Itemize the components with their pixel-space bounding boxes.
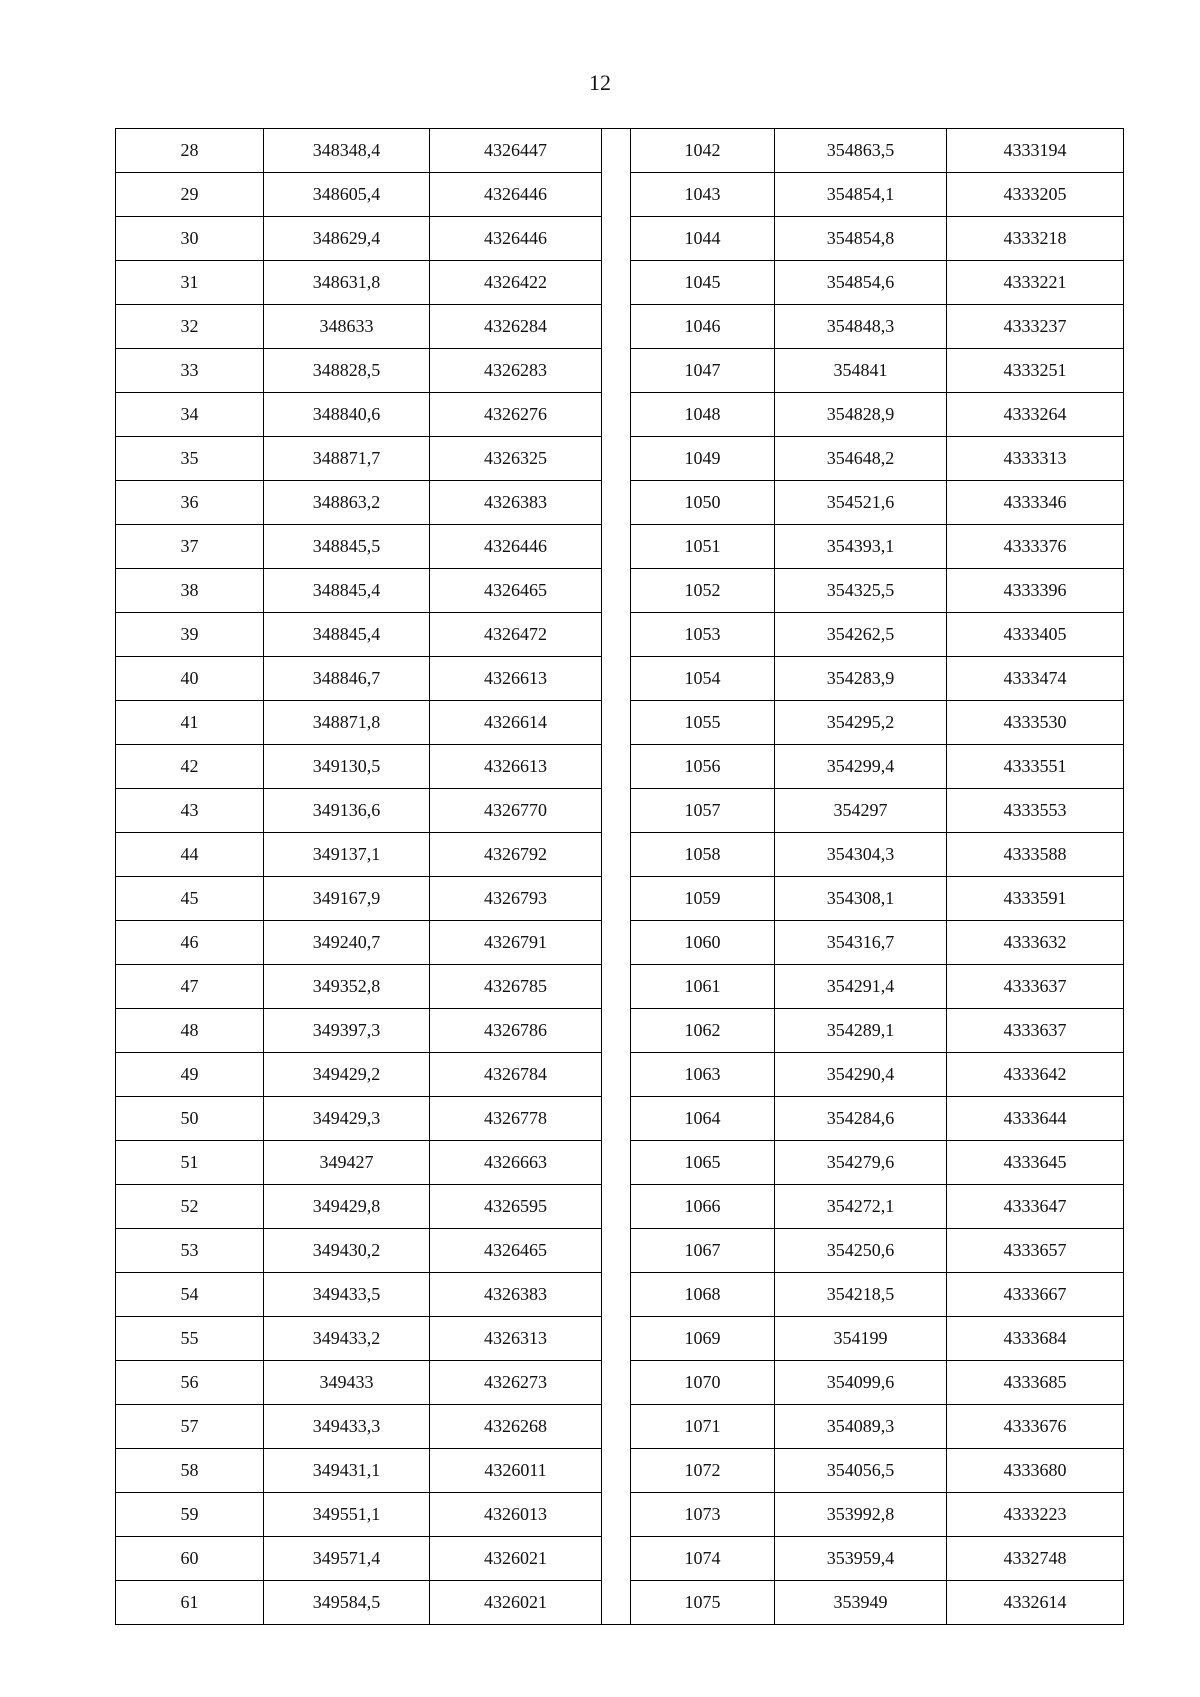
left-y-coordinate-cell: 4326383: [430, 481, 602, 525]
column-gap: [602, 349, 631, 393]
right-point-number-cell: 1073: [631, 1493, 775, 1537]
left-y-coordinate-cell: 4326268: [430, 1405, 602, 1449]
right-point-number-cell: 1061: [631, 965, 775, 1009]
table-row: [116, 657, 1124, 701]
table-row: [116, 525, 1124, 569]
left-x-coordinate-cell: 349571,4: [264, 1537, 430, 1581]
left-x-coordinate-cell: 349429,2: [264, 1053, 430, 1097]
left-x-coordinate-cell: 349352,8: [264, 965, 430, 1009]
right-x-coordinate-cell: 354863,5: [775, 129, 947, 173]
left-point-number-cell: 33: [116, 349, 264, 393]
right-y-coordinate-cell: 4333405: [947, 613, 1124, 657]
table-row: [116, 745, 1124, 789]
right-y-coordinate-cell: 4333591: [947, 877, 1124, 921]
right-y-coordinate-cell: 4333205: [947, 173, 1124, 217]
column-gap: [602, 1449, 631, 1493]
right-y-coordinate-cell: 4333553: [947, 789, 1124, 833]
column-gap: [602, 217, 631, 261]
right-point-number-cell: 1060: [631, 921, 775, 965]
table-row: [116, 129, 1124, 173]
column-gap: [602, 261, 631, 305]
left-point-number-cell: 55: [116, 1317, 264, 1361]
right-y-coordinate-cell: 4333223: [947, 1493, 1124, 1537]
right-point-number-cell: 1042: [631, 129, 775, 173]
left-y-coordinate-cell: 4326785: [430, 965, 602, 1009]
column-gap: [602, 1317, 631, 1361]
right-x-coordinate-cell: 354283,9: [775, 657, 947, 701]
left-x-coordinate-cell: 348845,4: [264, 613, 430, 657]
right-x-coordinate-cell: 354289,1: [775, 1009, 947, 1053]
page-number: 12: [589, 70, 611, 95]
column-gap: [602, 1273, 631, 1317]
right-x-coordinate-cell: 354393,1: [775, 525, 947, 569]
column-gap: [602, 437, 631, 481]
right-point-number-cell: 1070: [631, 1361, 775, 1405]
column-gap: [602, 525, 631, 569]
left-point-number-cell: 29: [116, 173, 264, 217]
table-row: [116, 1185, 1124, 1229]
right-point-number-cell: 1072: [631, 1449, 775, 1493]
left-point-number-cell: 51: [116, 1141, 264, 1185]
right-y-coordinate-cell: 4333530: [947, 701, 1124, 745]
right-point-number-cell: 1052: [631, 569, 775, 613]
column-gap: [602, 569, 631, 613]
left-y-coordinate-cell: 4326325: [430, 437, 602, 481]
left-y-coordinate-cell: 4326276: [430, 393, 602, 437]
right-point-number-cell: 1066: [631, 1185, 775, 1229]
left-x-coordinate-cell: 349137,1: [264, 833, 430, 877]
right-point-number-cell: 1071: [631, 1405, 775, 1449]
left-x-coordinate-cell: 349433,3: [264, 1405, 430, 1449]
table-row: [116, 1537, 1124, 1581]
table-row: [116, 613, 1124, 657]
table-row: [116, 965, 1124, 1009]
column-gap: [602, 1097, 631, 1141]
left-y-coordinate-cell: 4326595: [430, 1185, 602, 1229]
left-point-number-cell: 35: [116, 437, 264, 481]
right-x-coordinate-cell: 354284,6: [775, 1097, 947, 1141]
right-x-coordinate-cell: 353959,4: [775, 1537, 947, 1581]
left-point-number-cell: 59: [116, 1493, 264, 1537]
right-y-coordinate-cell: 4333221: [947, 261, 1124, 305]
left-x-coordinate-cell: 349136,6: [264, 789, 430, 833]
table-row: [116, 833, 1124, 877]
right-y-coordinate-cell: 4333237: [947, 305, 1124, 349]
column-gap: [602, 129, 631, 173]
left-point-number-cell: 36: [116, 481, 264, 525]
right-y-coordinate-cell: 4333647: [947, 1185, 1124, 1229]
left-y-coordinate-cell: 4326021: [430, 1581, 602, 1625]
right-point-number-cell: 1050: [631, 481, 775, 525]
column-gap: [602, 833, 631, 877]
right-x-coordinate-cell: 354841: [775, 349, 947, 393]
left-point-number-cell: 61: [116, 1581, 264, 1625]
left-point-number-cell: 44: [116, 833, 264, 877]
table-row: [116, 877, 1124, 921]
right-point-number-cell: 1051: [631, 525, 775, 569]
right-x-coordinate-cell: 354521,6: [775, 481, 947, 525]
left-point-number-cell: 49: [116, 1053, 264, 1097]
right-x-coordinate-cell: 354297: [775, 789, 947, 833]
right-x-coordinate-cell: 353949: [775, 1581, 947, 1625]
column-gap: [602, 1405, 631, 1449]
right-point-number-cell: 1067: [631, 1229, 775, 1273]
left-point-number-cell: 30: [116, 217, 264, 261]
left-y-coordinate-cell: 4326013: [430, 1493, 602, 1537]
right-point-number-cell: 1053: [631, 613, 775, 657]
left-x-coordinate-cell: 349167,9: [264, 877, 430, 921]
table-row: [116, 349, 1124, 393]
left-y-coordinate-cell: 4326793: [430, 877, 602, 921]
right-y-coordinate-cell: 4333346: [947, 481, 1124, 525]
right-y-coordinate-cell: 4333645: [947, 1141, 1124, 1185]
table-row: [116, 1009, 1124, 1053]
right-y-coordinate-cell: 4333657: [947, 1229, 1124, 1273]
table-row: [116, 921, 1124, 965]
right-point-number-cell: 1058: [631, 833, 775, 877]
left-y-coordinate-cell: 4326465: [430, 1229, 602, 1273]
right-y-coordinate-cell: 4333551: [947, 745, 1124, 789]
table-row: [116, 393, 1124, 437]
table-row: [116, 1361, 1124, 1405]
left-x-coordinate-cell: 349433,2: [264, 1317, 430, 1361]
column-gap: [602, 1537, 631, 1581]
table-row: [116, 1097, 1124, 1141]
right-y-coordinate-cell: 4333637: [947, 965, 1124, 1009]
left-y-coordinate-cell: 4326786: [430, 1009, 602, 1053]
table-row: [116, 1493, 1124, 1537]
left-y-coordinate-cell: 4326313: [430, 1317, 602, 1361]
left-x-coordinate-cell: 349429,3: [264, 1097, 430, 1141]
table-row: [116, 437, 1124, 481]
left-point-number-cell: 47: [116, 965, 264, 1009]
left-x-coordinate-cell: 348840,6: [264, 393, 430, 437]
left-x-coordinate-cell: 349429,8: [264, 1185, 430, 1229]
left-x-coordinate-cell: 348828,5: [264, 349, 430, 393]
left-x-coordinate-cell: 349551,1: [264, 1493, 430, 1537]
right-point-number-cell: 1064: [631, 1097, 775, 1141]
column-gap: [602, 965, 631, 1009]
left-x-coordinate-cell: 348845,5: [264, 525, 430, 569]
left-y-coordinate-cell: 4326011: [430, 1449, 602, 1493]
left-x-coordinate-cell: 348348,4: [264, 129, 430, 173]
right-y-coordinate-cell: 4333376: [947, 525, 1124, 569]
left-y-coordinate-cell: 4326614: [430, 701, 602, 745]
left-point-number-cell: 42: [116, 745, 264, 789]
column-gap: [602, 657, 631, 701]
column-gap: [602, 1185, 631, 1229]
right-y-coordinate-cell: 4333642: [947, 1053, 1124, 1097]
left-point-number-cell: 50: [116, 1097, 264, 1141]
right-y-coordinate-cell: 4333676: [947, 1405, 1124, 1449]
left-y-coordinate-cell: 4326791: [430, 921, 602, 965]
left-y-coordinate-cell: 4326613: [430, 657, 602, 701]
right-point-number-cell: 1047: [631, 349, 775, 393]
left-x-coordinate-cell: 349584,5: [264, 1581, 430, 1625]
right-y-coordinate-cell: 4332748: [947, 1537, 1124, 1581]
right-y-coordinate-cell: 4332614: [947, 1581, 1124, 1625]
left-x-coordinate-cell: 349430,2: [264, 1229, 430, 1273]
right-point-number-cell: 1055: [631, 701, 775, 745]
left-point-number-cell: 28: [116, 129, 264, 173]
left-point-number-cell: 40: [116, 657, 264, 701]
left-point-number-cell: 38: [116, 569, 264, 613]
left-x-coordinate-cell: 348871,8: [264, 701, 430, 745]
column-gap: [602, 877, 631, 921]
left-y-coordinate-cell: 4326283: [430, 349, 602, 393]
table-row: [116, 1053, 1124, 1097]
right-y-coordinate-cell: 4333218: [947, 217, 1124, 261]
right-point-number-cell: 1069: [631, 1317, 775, 1361]
table-row: [116, 1273, 1124, 1317]
table-row: [116, 261, 1124, 305]
left-x-coordinate-cell: 349427: [264, 1141, 430, 1185]
table-row: [116, 217, 1124, 261]
left-x-coordinate-cell: 348605,4: [264, 173, 430, 217]
left-point-number-cell: 32: [116, 305, 264, 349]
right-point-number-cell: 1046: [631, 305, 775, 349]
left-point-number-cell: 31: [116, 261, 264, 305]
left-x-coordinate-cell: 349431,1: [264, 1449, 430, 1493]
table-row: [116, 1229, 1124, 1273]
right-point-number-cell: 1063: [631, 1053, 775, 1097]
right-x-coordinate-cell: 354848,3: [775, 305, 947, 349]
right-x-coordinate-cell: 354828,9: [775, 393, 947, 437]
right-y-coordinate-cell: 4333680: [947, 1449, 1124, 1493]
right-point-number-cell: 1048: [631, 393, 775, 437]
left-x-coordinate-cell: 349397,3: [264, 1009, 430, 1053]
right-y-coordinate-cell: 4333251: [947, 349, 1124, 393]
left-x-coordinate-cell: 348631,8: [264, 261, 430, 305]
column-gap: [602, 1009, 631, 1053]
left-y-coordinate-cell: 4326447: [430, 129, 602, 173]
right-x-coordinate-cell: 354295,2: [775, 701, 947, 745]
right-point-number-cell: 1057: [631, 789, 775, 833]
right-y-coordinate-cell: 4333588: [947, 833, 1124, 877]
right-point-number-cell: 1056: [631, 745, 775, 789]
column-gap: [602, 173, 631, 217]
table-row: [116, 305, 1124, 349]
column-gap: [602, 393, 631, 437]
left-y-coordinate-cell: 4326778: [430, 1097, 602, 1141]
right-y-coordinate-cell: 4333313: [947, 437, 1124, 481]
column-gap: [602, 481, 631, 525]
right-x-coordinate-cell: 354316,7: [775, 921, 947, 965]
right-y-coordinate-cell: 4333396: [947, 569, 1124, 613]
right-point-number-cell: 1045: [631, 261, 775, 305]
right-y-coordinate-cell: 4333474: [947, 657, 1124, 701]
table-row: [116, 1449, 1124, 1493]
right-x-coordinate-cell: 354290,4: [775, 1053, 947, 1097]
right-y-coordinate-cell: 4333264: [947, 393, 1124, 437]
right-x-coordinate-cell: 354089,3: [775, 1405, 947, 1449]
right-point-number-cell: 1049: [631, 437, 775, 481]
left-point-number-cell: 34: [116, 393, 264, 437]
right-point-number-cell: 1054: [631, 657, 775, 701]
right-point-number-cell: 1059: [631, 877, 775, 921]
right-x-coordinate-cell: 354325,5: [775, 569, 947, 613]
left-point-number-cell: 60: [116, 1537, 264, 1581]
left-x-coordinate-cell: 349433,5: [264, 1273, 430, 1317]
right-x-coordinate-cell: 354854,8: [775, 217, 947, 261]
column-gap: [602, 1361, 631, 1405]
left-point-number-cell: 54: [116, 1273, 264, 1317]
left-point-number-cell: 58: [116, 1449, 264, 1493]
left-y-coordinate-cell: 4326446: [430, 173, 602, 217]
left-y-coordinate-cell: 4326784: [430, 1053, 602, 1097]
left-y-coordinate-cell: 4326792: [430, 833, 602, 877]
right-point-number-cell: 1074: [631, 1537, 775, 1581]
right-point-number-cell: 1065: [631, 1141, 775, 1185]
right-point-number-cell: 1068: [631, 1273, 775, 1317]
column-gap: [602, 1581, 631, 1625]
left-point-number-cell: 41: [116, 701, 264, 745]
left-y-coordinate-cell: 4326613: [430, 745, 602, 789]
left-y-coordinate-cell: 4326663: [430, 1141, 602, 1185]
left-point-number-cell: 43: [116, 789, 264, 833]
column-gap: [602, 305, 631, 349]
right-y-coordinate-cell: 4333667: [947, 1273, 1124, 1317]
left-point-number-cell: 46: [116, 921, 264, 965]
right-y-coordinate-cell: 4333194: [947, 129, 1124, 173]
left-y-coordinate-cell: 4326383: [430, 1273, 602, 1317]
column-gap: [602, 1493, 631, 1537]
left-x-coordinate-cell: 348629,4: [264, 217, 430, 261]
right-x-coordinate-cell: 354272,1: [775, 1185, 947, 1229]
left-point-number-cell: 56: [116, 1361, 264, 1405]
left-point-number-cell: 57: [116, 1405, 264, 1449]
coordinates-table-body: [116, 129, 1124, 1625]
right-x-coordinate-cell: 354854,6: [775, 261, 947, 305]
right-x-coordinate-cell: 354854,1: [775, 173, 947, 217]
table-row: [116, 1141, 1124, 1185]
left-y-coordinate-cell: 4326446: [430, 217, 602, 261]
right-point-number-cell: 1075: [631, 1581, 775, 1625]
right-x-coordinate-cell: 354308,1: [775, 877, 947, 921]
column-gap: [602, 789, 631, 833]
left-y-coordinate-cell: 4326770: [430, 789, 602, 833]
table-row: [116, 1405, 1124, 1449]
table-row: [116, 173, 1124, 217]
column-gap: [602, 921, 631, 965]
right-x-coordinate-cell: 354291,4: [775, 965, 947, 1009]
right-x-coordinate-cell: 354304,3: [775, 833, 947, 877]
table-row: [116, 1581, 1124, 1625]
table-row: [116, 701, 1124, 745]
column-gap: [602, 613, 631, 657]
left-y-coordinate-cell: 4326465: [430, 569, 602, 613]
left-y-coordinate-cell: 4326021: [430, 1537, 602, 1581]
left-x-coordinate-cell: 348846,7: [264, 657, 430, 701]
column-gap: [602, 1053, 631, 1097]
left-point-number-cell: 37: [116, 525, 264, 569]
right-point-number-cell: 1043: [631, 173, 775, 217]
left-point-number-cell: 48: [116, 1009, 264, 1053]
left-x-coordinate-cell: 348845,4: [264, 569, 430, 613]
right-x-coordinate-cell: 354648,2: [775, 437, 947, 481]
coordinates-table: [115, 128, 1124, 1625]
right-x-coordinate-cell: 354199: [775, 1317, 947, 1361]
right-point-number-cell: 1044: [631, 217, 775, 261]
right-y-coordinate-cell: 4333644: [947, 1097, 1124, 1141]
left-point-number-cell: 45: [116, 877, 264, 921]
left-point-number-cell: 53: [116, 1229, 264, 1273]
table-row: [116, 1317, 1124, 1361]
table-row: [116, 569, 1124, 613]
right-x-coordinate-cell: 354056,5: [775, 1449, 947, 1493]
right-x-coordinate-cell: 354279,6: [775, 1141, 947, 1185]
left-y-coordinate-cell: 4326472: [430, 613, 602, 657]
right-y-coordinate-cell: 4333684: [947, 1317, 1124, 1361]
left-point-number-cell: 52: [116, 1185, 264, 1229]
table-row: [116, 789, 1124, 833]
column-gap: [602, 1141, 631, 1185]
left-point-number-cell: 39: [116, 613, 264, 657]
left-x-coordinate-cell: 348871,7: [264, 437, 430, 481]
left-x-coordinate-cell: 348863,2: [264, 481, 430, 525]
column-gap: [602, 1229, 631, 1273]
left-y-coordinate-cell: 4326273: [430, 1361, 602, 1405]
right-x-coordinate-cell: 354218,5: [775, 1273, 947, 1317]
right-y-coordinate-cell: 4333632: [947, 921, 1124, 965]
right-x-coordinate-cell: 354099,6: [775, 1361, 947, 1405]
left-y-coordinate-cell: 4326284: [430, 305, 602, 349]
left-x-coordinate-cell: 349433: [264, 1361, 430, 1405]
left-y-coordinate-cell: 4326446: [430, 525, 602, 569]
column-gap: [602, 701, 631, 745]
left-y-coordinate-cell: 4326422: [430, 261, 602, 305]
column-gap: [602, 745, 631, 789]
right-point-number-cell: 1062: [631, 1009, 775, 1053]
right-x-coordinate-cell: 354299,4: [775, 745, 947, 789]
left-x-coordinate-cell: 349240,7: [264, 921, 430, 965]
left-x-coordinate-cell: 348633: [264, 305, 430, 349]
left-x-coordinate-cell: 349130,5: [264, 745, 430, 789]
right-x-coordinate-cell: 354250,6: [775, 1229, 947, 1273]
right-x-coordinate-cell: 353992,8: [775, 1493, 947, 1537]
right-x-coordinate-cell: 354262,5: [775, 613, 947, 657]
right-y-coordinate-cell: 4333685: [947, 1361, 1124, 1405]
right-y-coordinate-cell: 4333637: [947, 1009, 1124, 1053]
table-row: [116, 481, 1124, 525]
